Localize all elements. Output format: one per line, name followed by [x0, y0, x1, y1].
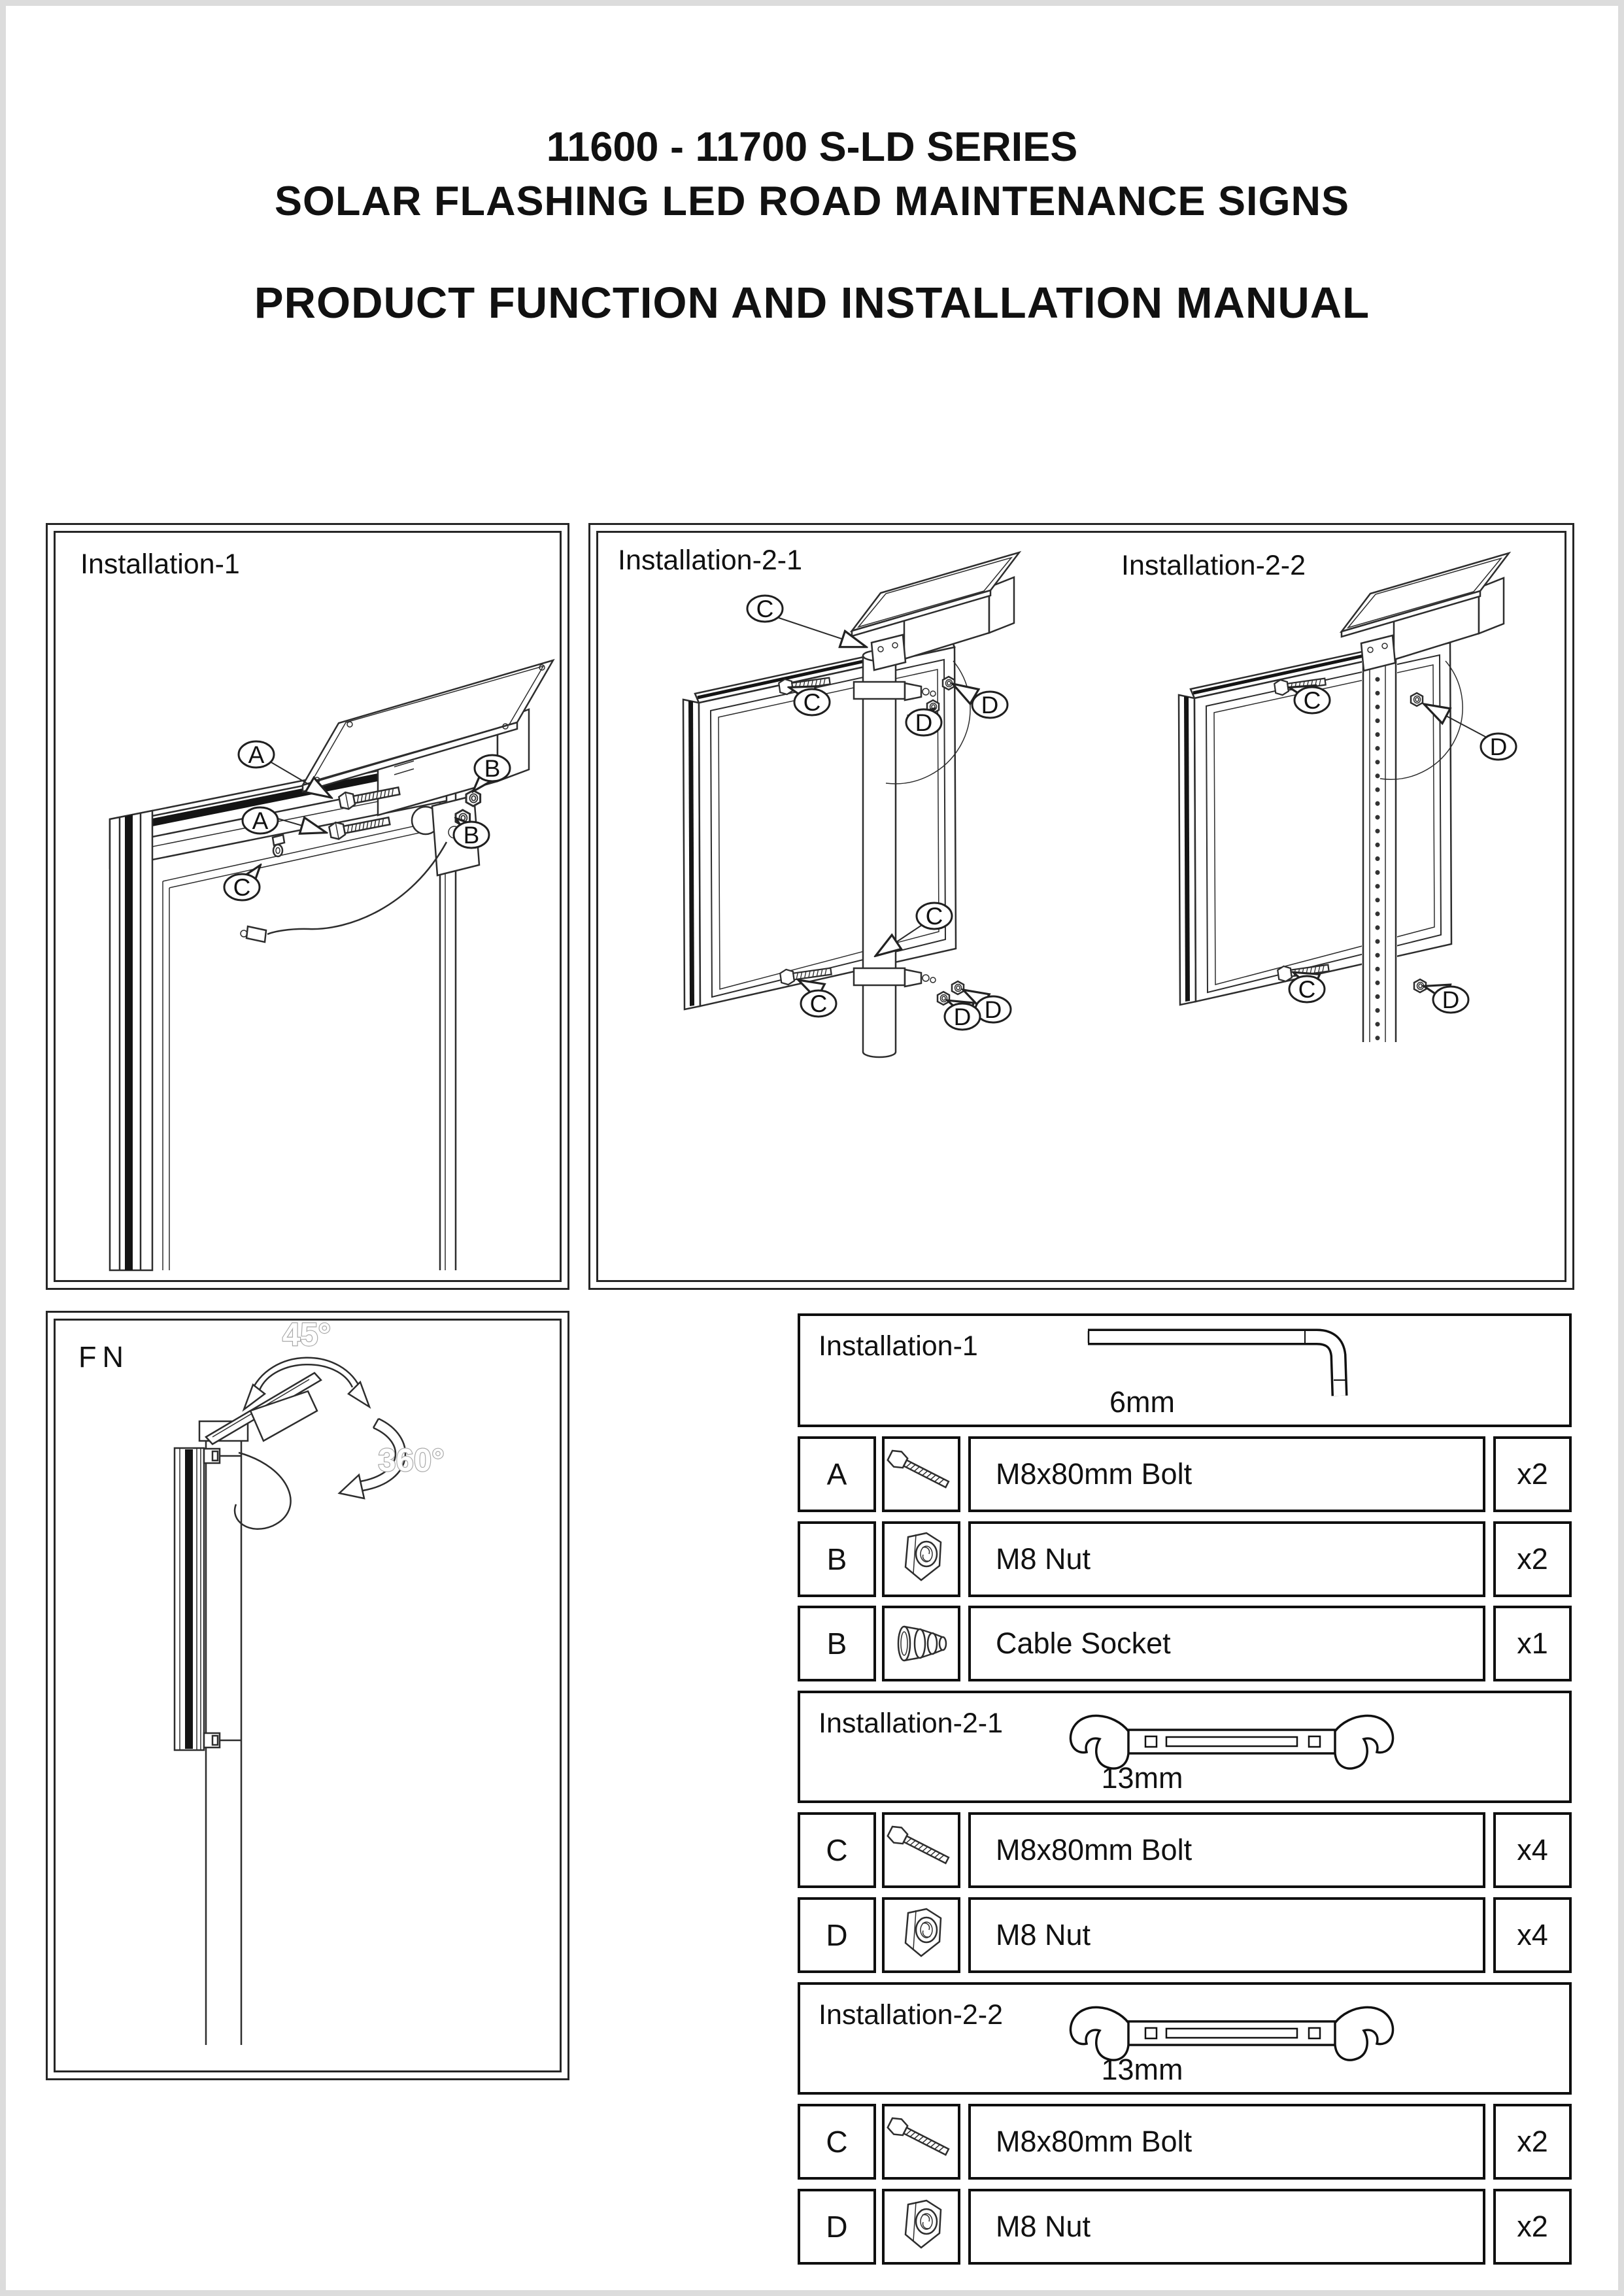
- callout-c: [917, 903, 952, 930]
- installation-2-1-panel-label: Installation-2-1: [618, 545, 803, 576]
- nut-d: [1411, 693, 1423, 706]
- part-qty: x2: [1493, 2189, 1572, 2265]
- callout-c: [794, 689, 830, 716]
- svg-text:C: C: [925, 903, 943, 930]
- part-desc: M8 Nut: [968, 1897, 1485, 1973]
- bolt-icon: [885, 2108, 958, 2176]
- fn-diagram: [48, 1313, 567, 2078]
- fn-panel-label: FN: [78, 1340, 129, 1374]
- part-desc: M8x80mm Bolt: [968, 1812, 1485, 1888]
- section-header-label: Installation-2-2: [819, 1999, 1004, 2031]
- part-desc: M8x80mm Bolt: [968, 1436, 1485, 1512]
- callout-c: [1294, 687, 1330, 714]
- part-icon-cell: [882, 1436, 960, 1512]
- product-title: SOLAR FLASHING LED ROAD MAINTENANCE SIGNS: [274, 178, 1350, 224]
- part-icon-cell: [882, 1606, 960, 1681]
- solar-assembly: [303, 660, 553, 875]
- section-installation-2-1-header: [798, 1691, 1572, 1803]
- svg-text:D: D: [984, 996, 1002, 1023]
- nut-d: [1414, 979, 1426, 992]
- svg-text:C: C: [1298, 976, 1316, 1003]
- cable-socket-icon: [885, 1610, 958, 1678]
- svg-text:C: C: [756, 596, 774, 622]
- nut-icon: [885, 1525, 958, 1593]
- installation-1-panel-label: Installation-1: [80, 549, 240, 580]
- svg-text:C: C: [803, 689, 821, 716]
- bolt-icon: [885, 1816, 958, 1884]
- part-key: D: [798, 2189, 876, 2265]
- part-qty: x2: [1493, 2104, 1572, 2180]
- part-key: B: [798, 1606, 876, 1681]
- manual-title: PRODUCT FUNCTION AND INSTALLATION MANUAL: [254, 279, 1370, 328]
- svg-text:C: C: [1303, 687, 1321, 714]
- part-key: B: [798, 1521, 876, 1597]
- part-desc: M8 Nut: [968, 2189, 1485, 2265]
- callout-b-2: [454, 822, 489, 849]
- clamp-bolt-lower: [204, 1733, 241, 1747]
- callout-c: [747, 596, 783, 622]
- part-desc: Cable Socket: [968, 1606, 1485, 1681]
- callout-c: [801, 990, 836, 1017]
- callout-d: [945, 1004, 980, 1030]
- svg-text:D: D: [1442, 987, 1460, 1013]
- tool-size-label: 13mm: [1101, 1761, 1183, 1795]
- svg-text:D: D: [915, 709, 933, 736]
- nut-icon: [885, 2193, 958, 2261]
- part-qty: x2: [1493, 1436, 1572, 1512]
- svg-text:B: B: [484, 755, 501, 782]
- part-icon-cell: [882, 2104, 960, 2180]
- u-channel-post: [1362, 649, 1397, 1042]
- part-key: C: [798, 2104, 876, 2180]
- installation-2-2-panel-label: Installation-2-2: [1121, 550, 1306, 581]
- tool-size-label: 6mm: [1109, 1385, 1175, 1419]
- installation-2-diagram: [590, 525, 1572, 1288]
- section-header-label: Installation-1: [819, 1330, 978, 1362]
- tool-size-label: 13mm: [1101, 2053, 1183, 2086]
- callout-c-1: [224, 874, 260, 901]
- section-installation-1-header: [798, 1313, 1572, 1427]
- callout-a-1: [239, 741, 274, 768]
- part-icon-cell: [882, 2189, 960, 2265]
- svg-text:D: D: [981, 692, 999, 718]
- callout-d: [906, 709, 941, 736]
- installation-2-panel: [588, 523, 1574, 1290]
- part-qty: x2: [1493, 1521, 1572, 1597]
- installation-2-2-drawing: [1179, 553, 1516, 1042]
- part-desc: M8x80mm Bolt: [968, 2104, 1485, 2180]
- callout-b-1: [475, 755, 510, 782]
- svg-text:A: A: [248, 741, 265, 768]
- swivel-arm-arc: [235, 1453, 290, 1529]
- part-icon-cell: [882, 1521, 960, 1597]
- power-cable: [241, 835, 447, 942]
- tilt-angle-label: 45°: [282, 1317, 331, 1353]
- section-header-label: Installation-2-1: [819, 1708, 1004, 1739]
- series-title: 11600 - 11700 S-LD SERIES: [546, 124, 1078, 170]
- svg-text:D: D: [1489, 734, 1508, 760]
- fn-panel: [46, 1311, 569, 2080]
- part-key: D: [798, 1897, 876, 1973]
- nut-d: [943, 677, 955, 690]
- svg-text:B: B: [463, 822, 480, 849]
- part-icon-cell: [882, 1897, 960, 1973]
- nut-d: [938, 992, 949, 1005]
- svg-text:C: C: [233, 874, 251, 901]
- clamp-bolt-upper: [204, 1449, 241, 1463]
- round-pole: [863, 650, 896, 1057]
- nut-d: [952, 981, 964, 994]
- sign-side-view: [175, 1448, 204, 1750]
- bolt-icon: [885, 1440, 958, 1508]
- part-icon-cell: [882, 1812, 960, 1888]
- callout-d: [1481, 734, 1516, 760]
- svg-text:D: D: [953, 1004, 972, 1030]
- part-qty: x4: [1493, 1812, 1572, 1888]
- callout-d: [972, 692, 1007, 718]
- callout-c: [1289, 976, 1325, 1003]
- sign-left-edge: [110, 811, 152, 1270]
- callout-a-2: [243, 807, 278, 834]
- nut-b-1: [466, 790, 481, 806]
- section-installation-2-2-header: [798, 1982, 1572, 2095]
- cable-socket-part: [273, 845, 282, 856]
- part-key: C: [798, 1812, 876, 1888]
- leader-d-right: [954, 684, 976, 698]
- pipe-clamp-lower: [854, 968, 936, 987]
- nut-icon: [885, 1901, 958, 1969]
- installation-1-panel: [46, 523, 569, 1290]
- part-qty: x4: [1493, 1897, 1572, 1973]
- callout-d: [1433, 987, 1468, 1013]
- part-key: A: [798, 1436, 876, 1512]
- installation-2-1-drawing: [683, 552, 1019, 1057]
- part-desc: M8 Nut: [968, 1521, 1485, 1597]
- part-qty: x1: [1493, 1606, 1572, 1681]
- rotate-angle-label: 360°: [378, 1443, 445, 1478]
- callout-d: [975, 996, 1011, 1023]
- svg-text:C: C: [809, 990, 828, 1017]
- installation-1-diagram: [48, 525, 567, 1288]
- svg-text:A: A: [252, 807, 269, 834]
- sign-face: [163, 820, 440, 1270]
